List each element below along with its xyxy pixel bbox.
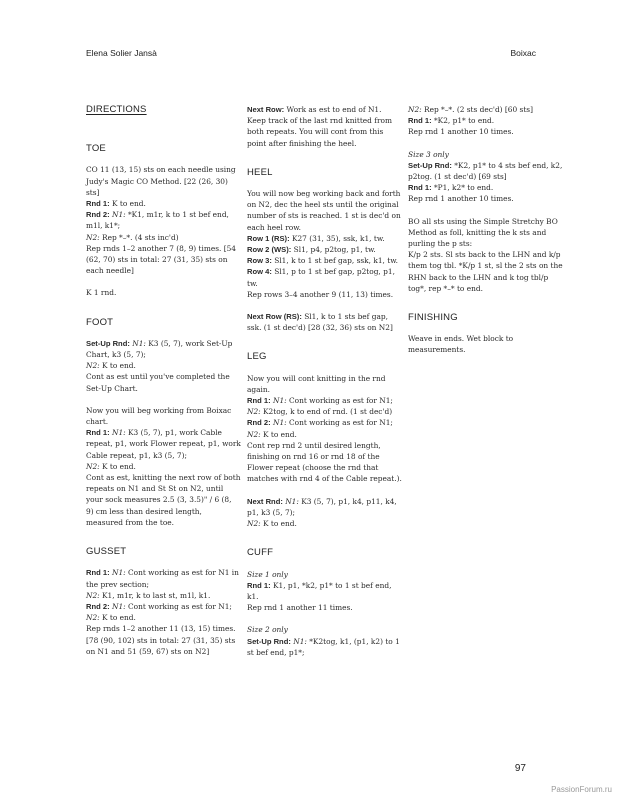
leg-next-n2-line (247, 518, 402, 529)
gusset-rnd2-n1-text: Cont working as est for N1; (125, 601, 232, 611)
toe-rnd2-label: Rnd 2: (86, 210, 110, 220)
leg-rnd2-label: Rnd 2: (247, 418, 271, 428)
cuff-s3-setup (408, 160, 563, 182)
cuff-s2-setup-label: Set-Up Rnd: (247, 636, 291, 646)
cuff-s3-setup-text: *K2, p1* to 4 sts bef end, k2, p2tog. (1 st dec'd) [69 sts] (408, 160, 563, 182)
foot-rnd-1-n2 (86, 461, 241, 472)
heel-row3-text: Sl1, k to 1 st bef gap, ssk, k1, tw. (271, 256, 399, 266)
cuff-s3-rnd-1 (408, 182, 563, 193)
directions-heading: DIRECTIONS (86, 104, 147, 115)
leg-rnd-2 (247, 417, 402, 428)
gusset-rnd1-n1: N1: (109, 568, 126, 578)
cuff-s2-n2-line (408, 104, 563, 115)
foot-setup-n2: N2: (86, 361, 100, 371)
cuff-s2-rnd-1 (408, 115, 563, 126)
column-2 (247, 104, 402, 658)
author-name: Elena Solier Jansà (86, 48, 157, 58)
heel-intro: You will now beg working back and forth on N2, dec the heel sts until the original number of sts is reached. 1 st is dec'd on each heel row. (247, 189, 401, 232)
leg-rnd2-n2: N2: (247, 429, 261, 439)
leg-next-n1: N1: (282, 496, 299, 506)
leg-rnd1-n2: N2: (247, 407, 261, 417)
cuff-s2-rnd1-text: *K2, p1* to end. (431, 116, 495, 126)
toe-knit-round: K 1 rnd. (86, 288, 117, 298)
next-row (247, 104, 402, 149)
heel-heading: HEEL (247, 166, 273, 178)
toe-rnd2-n2-text: Rep *–*. (4 sts inc'd) (99, 232, 179, 242)
gusset-rnd2-label: Rnd 2: (86, 601, 110, 611)
toe-repeat: Rep rnds 1–2 another 7 (8, 9) times. [54 (62, 70) sts in total: 27 (31, 35) sts on each needle] (86, 243, 236, 276)
toe-rnd2-n1-text: *K1, m1r, k to 1 st bef end, m1l, k1*; (86, 210, 229, 231)
heel-row2-text: Sl1, p4, p2tog, p1, tw. (291, 245, 376, 255)
cuff-bind-off: BO all sts using the Simple Stretchy BO Method as foll, knitting the k sts and purling the p sts: (408, 216, 558, 249)
cuff-size-3 (408, 149, 563, 160)
leg-intro: Now you will cont knitting in the rnd again. (247, 373, 386, 394)
heel-row-4 (247, 266, 402, 288)
toe-rnd2-n1: N1: (109, 210, 126, 220)
cuff-s3-rnd1-text: *P1, k2* to end. (431, 183, 494, 193)
foot-setup-n1-text: K3 (5, 7), work Set-Up Chart, k3 (5, 7); (86, 338, 233, 360)
foot-rnd1-label: Rnd 1: (86, 428, 110, 438)
toe-rnd-2-n2 (86, 232, 241, 243)
column-3 (408, 104, 563, 356)
heel-next-row (247, 311, 402, 333)
heel-row1-text: K27 (31, 35), ssk, k1, tw. (289, 233, 385, 243)
gusset-rnd1-n1-text: Cont working as est for N1 in the prev section; (86, 568, 239, 589)
foot-setup-n2-line (86, 360, 241, 371)
foot-setup-n1: N1: (129, 338, 146, 348)
cuff-s3-setup-label: Set-Up Rnd: (408, 160, 452, 170)
leg-rnd-1 (247, 395, 402, 406)
leg-cont: Cont rep rnd 2 until desired length, finishing on rnd 16 or rnd 18 of the Flower repeat (choose the rnd that matches with rnd 4 of the Cable repeat.). (247, 440, 402, 484)
leg-rnd1-label: Rnd 1: (247, 396, 271, 406)
heel-row2-label: Row 2 (WS): (247, 245, 292, 255)
gusset-repeat: Rep rnds 1–2 another 11 (13, 15) times. [78 (90, 102) sts in total: 27 (31, 35) sts on N1 and 51 (59, 67) sts on N2] (86, 624, 236, 656)
leg-next-n2-text: K to end. (260, 519, 297, 529)
leg-rnd-1-n2 (247, 406, 402, 417)
heel-next-text: Sl1, k to 1 sts bef gap, ssk. (1 st dec'd) [28 (32, 36) sts on N2] (247, 312, 393, 333)
page-number: 97 (514, 763, 526, 774)
gusset-rnd1-n2: N2: (86, 590, 100, 600)
gusset-rnd-1 (86, 567, 241, 589)
pattern-name: Boixac (510, 48, 536, 58)
foot-cont-2: Cont as est, knitting the next row of both repeats on N1 and St St on N2, until your sock measures 2.5 (3, 3.5)" / 6 (8, 9) cm less than desired length, measured from the toe. (86, 473, 241, 527)
cuff-s2-setup (247, 636, 402, 658)
foot-setup-label: Set-Up Rnd: (86, 338, 130, 348)
gusset-rnd2-n1: N1: (109, 601, 126, 611)
gusset-heading: GUSSET (86, 546, 127, 558)
heel-repeat: Rep rows 3–4 another 9 (11, 13) times. (247, 289, 394, 299)
leg-rnd1-n1: N1: (270, 396, 287, 406)
cuff-s1-rnd1-text: K1, p1, *k2, p1* to 1 st bef end, k1. (247, 580, 392, 601)
column-1 (86, 104, 241, 657)
foot-rnd1-n2: N2: (86, 461, 100, 471)
toe-cast-on: CO 11 (13, 15) sts on each needle using Judy's Magic CO Method. [22 (26, 30) sts] (86, 165, 236, 197)
cuff-s1-rnd1-label: Rnd 1: (247, 580, 271, 590)
toe-heading: TOE (86, 143, 106, 155)
toe-rnd1-text: K to end. (109, 199, 146, 209)
next-row-text: Work as est to end of N1. Keep track of the last rnd knitted from both repeats. You will cont from this point after finishing the heel. (247, 105, 392, 148)
foot-rnd1-n1-text: K3 (5, 7), p1, work Cable repeat, p1, work Flower repeat, p1, work Cable repeat, p1, k3 (5, 7); (86, 428, 241, 460)
cuff-s2-n2-text: Rep *–*. (2 sts dec'd) [60 sts] (421, 105, 533, 114)
cuff-size3-label: Size 3 only (408, 149, 449, 159)
heel-row4-label: Row 4: (247, 267, 272, 277)
foot-cont: Cont as est until you've completed the Set-Up Chart. (86, 372, 230, 393)
heel-row-2 (247, 244, 402, 255)
leg-heading: LEG (247, 351, 267, 363)
heel-row4-text: Sl1, p to 1 st bef gap, p2tog, p1, tw. (247, 267, 395, 288)
leg-rnd1-n2-text: K2tog, k to end of rnd. (1 st dec'd) (260, 407, 393, 417)
gusset-rnd2-n2-text: K to end. (99, 613, 136, 623)
heel-row1-label: Row 1 (RS): (247, 233, 290, 243)
cuff-size2-label: Size 2 only (247, 625, 288, 635)
leg-rnd2-n2-text: K to end. (260, 429, 297, 439)
toe-rnd1-label: Rnd 1: (86, 199, 110, 209)
toe-rnd-2 (86, 209, 241, 231)
cuff-s2-setup-text: *K2tog, k1, (p1, k2) to 1 st bef end, p1*; (247, 636, 400, 657)
next-row-label: Next Row: (247, 105, 285, 114)
leg-rnd1-n1-text: Cont working as est for N1; (286, 396, 393, 406)
cuff-s1-rnd-1 (247, 580, 402, 602)
cuff-size-2 (247, 624, 402, 635)
cuff-s3-rnd1-label: Rnd 1: (408, 183, 432, 193)
leg-rnd2-n1: N1: (270, 418, 287, 428)
leg-next-label: Next Rnd: (247, 496, 283, 506)
heel-row3-label: Row 3: (247, 256, 272, 266)
toe-rnd2-n2: N2: (86, 232, 100, 242)
finishing-heading: FINISHING (408, 312, 458, 324)
cuff-bind-off-detail: K/p 2 sts. Sl sts back to the LHN and k/p them tog tbl. *K/p 1 st, sl the 2 sts on the RHN back to the LHN and k tog tbl/p tog*, rep *–* to end. (408, 250, 563, 293)
foot-now: Now you will beg working from Boixac chart. (86, 405, 232, 427)
gusset-rnd-1-n2 (86, 590, 241, 601)
gusset-rnd-2-n2 (86, 612, 241, 623)
gusset-rnd2-n2: N2: (86, 613, 100, 623)
foot-rnd1-n1: N1: (109, 428, 126, 438)
leg-rnd2-n1-text: Cont working as est for N1; (286, 418, 393, 428)
gusset-rnd1-label: Rnd 1: (86, 568, 110, 578)
foot-rnd1-n2-text: K to end. (99, 461, 136, 471)
cuff-s2-n2: N2: (408, 105, 422, 114)
toe-rnd-1 (86, 198, 241, 209)
leg-next-n2: N2: (247, 519, 261, 529)
leg-next-rnd (247, 496, 402, 518)
finishing-text: Weave in ends. Wet block to measurements. (408, 334, 514, 355)
foot-setup-n2-text: K to end. (99, 361, 136, 371)
foot-heading: FOOT (86, 316, 114, 328)
cuff-s3-repeat: Rep rnd 1 another 10 times. (408, 194, 514, 204)
foot-setup (86, 338, 241, 360)
cuff-heading: CUFF (247, 547, 274, 559)
heel-next-label: Next Row (RS): (247, 312, 302, 322)
cuff-s1-repeat: Rep rnd 1 another 11 times. (247, 603, 353, 613)
cuff-s2-repeat: Rep rnd 1 another 10 times. (408, 127, 514, 137)
leg-rnd-2-n2 (247, 429, 402, 440)
cuff-size-1 (247, 569, 402, 580)
foot-rnd-1 (86, 427, 241, 461)
heel-row-1 (247, 233, 402, 244)
cuff-s2-rnd1-label: Rnd 1: (408, 116, 432, 126)
cuff-size1-label: Size 1 only (247, 569, 288, 579)
heel-row-3 (247, 255, 402, 266)
cuff-s2-setup-n1: N1: (290, 636, 307, 646)
gusset-rnd-2 (86, 601, 241, 612)
watermark: PassionForum.ru (551, 785, 612, 794)
leg-next-n1-text: K3 (5, 7), p1, k4, p11, k4, p1, k3 (5, 7); (247, 496, 397, 517)
gusset-rnd1-n2-text: K1, m1r, k to last st, m1l, k1. (99, 590, 211, 600)
